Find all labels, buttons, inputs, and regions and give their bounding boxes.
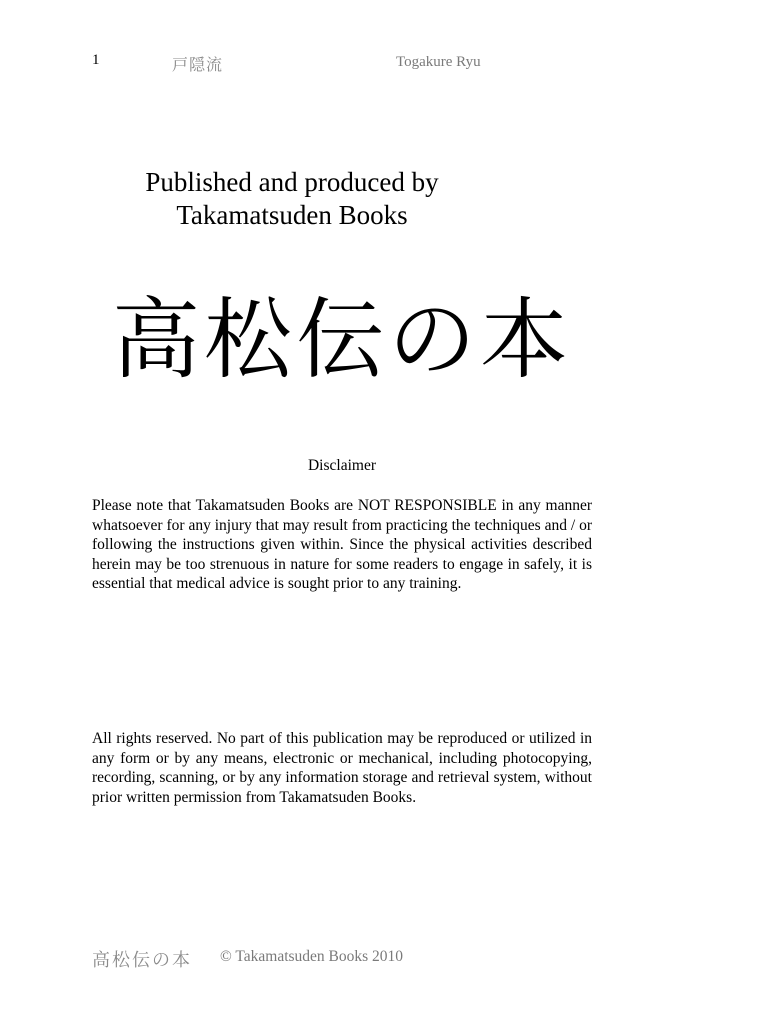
footer-copyright: © Takamatsuden Books 2010 (220, 948, 404, 965)
publisher-block (92, 166, 592, 232)
page-number: 1 (92, 52, 100, 68)
header-kanji: 戸隠流 (172, 55, 224, 74)
footer-kanji: 高松伝の本 (92, 950, 192, 971)
publisher-logo-kanji: 高松伝の本 (112, 288, 573, 391)
publisher-line-2: Takamatsuden Books (176, 200, 408, 230)
disclaimer-heading: Disclaimer (307, 457, 376, 474)
publisher-line-1: Published and produced by (145, 167, 439, 197)
disclaimer-paragraph: Please note that Takamatsuden Books are NOT RESPONSIBLE in any manner whatsoever for any injury that may result from practicing the techniques and / or following the instructions given within. Since the physical activities described herein may be too strenuous in nature for some readers to engage in safely, it is essential that medical advice is sought prior to any training. (92, 497, 592, 593)
rights-paragraph: All rights reserved. No part of this publication may be reproduced or utilized in any form or by any means, electronic or mechanical, including photocopying, recording, scanning, or by any information storage and retrieval system, without prior written permission from Takamatsuden Books. (92, 730, 592, 806)
header-title: Togakure Ryu (396, 54, 481, 70)
